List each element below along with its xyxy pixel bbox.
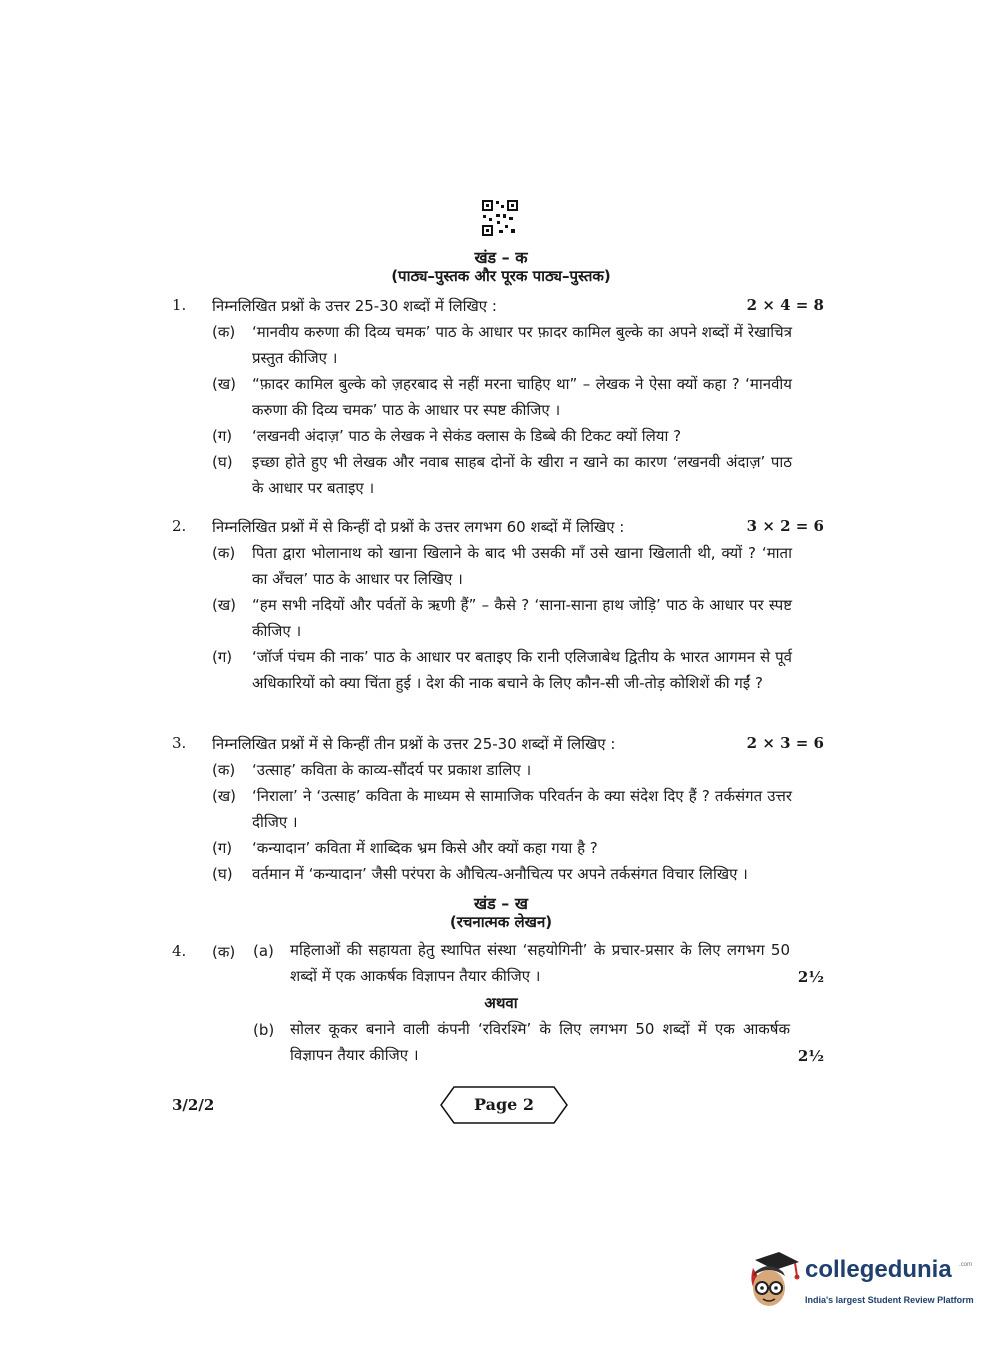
option-marks: 2½	[797, 1047, 824, 1065]
sub-question-text: वर्तमान में ‘कन्यादान’ जैसी परंपरा के औचित्य-अनौचित्य पर अपने तर्कसंगत विचार लिखिए ।	[252, 865, 748, 883]
sub-question-label: (क)	[212, 544, 236, 562]
collegedunia-logo	[745, 1250, 975, 1320]
section-b-title: खंड – ख	[474, 894, 528, 913]
sub-question-text: पिता द्वारा भोलानाथ को खाना खिलाने के बाद भी उसकी माँ उसे खाना खिलाती थी, क्यों ? ‘माता का अँचल’ पाठ के आधार पर लिखिए ।	[252, 544, 792, 588]
sub-question-text: इच्छा होते हुए भी लेखक और नवाब साहब दोनों के खीरा न खाने का कारण ‘लखनवी अंदाज़’ पाठ के आधार पर बताइए ।	[252, 453, 792, 497]
question-text: निम्नलिखित प्रश्नों में से किन्हीं तीन प्रश्नों के उत्तर 25-30 शब्दों में लिखिए :	[212, 735, 616, 753]
sub-question	[212, 423, 792, 449]
sub-question	[212, 861, 792, 887]
sub-question-label: (ख)	[212, 787, 236, 805]
page-number-badge	[440, 1086, 568, 1124]
sub-question-label: (ख)	[212, 375, 236, 393]
sub-question-text: “फ़ादर कामिल बुल्के को ज़हरबाद से नहीं मरना चाहिए था” – लेखक ने ऐसा क्यों कहा ? ‘मानवीय करुणा की दिव्य चमक’ पाठ के आधार पर स्पष्ट कीजिए ।	[252, 375, 792, 419]
sub-question-label: (ख)	[212, 596, 236, 614]
option-marks: 2½	[797, 968, 824, 986]
option-label: (b)	[253, 1021, 275, 1039]
option-text: महिलाओं की सहायता हेतु स्थापित संस्था ‘सहयोगिनी’ के प्रचार-प्रसार के लिए लगभग 50 शब्दों में एक आकर्षक विज्ञापन तैयार कीजिए ।	[290, 941, 790, 985]
sub-question	[212, 835, 792, 861]
sub-question-text: ‘उत्साह’ कविता के काव्य-सौंदर्य पर प्रकाश डालिए ।	[252, 761, 532, 779]
sub-question-label: (ग)	[212, 427, 233, 445]
sub-question-text: ‘कन्यादान’ कविता में शाब्दिक भ्रम किसे और क्यों कहा गया है ?	[252, 839, 598, 857]
sub-question	[212, 592, 792, 644]
sub-question	[212, 319, 792, 371]
sub-question-label: (ग)	[212, 648, 233, 666]
sub-question-text: ‘लखनवी अंदाज़’ पाठ के लेखक ने सेकंड क्लास के डिब्बे की टिकट क्यों लिया ?	[252, 427, 682, 445]
sub-question-text: ‘जॉर्ज पंचम की नाक’ पाठ के आधार पर बताइए कि रानी एलिजाबेथ द्वितीय के भारत आगमन से पूर्व अधिकारियों को क्या चिंता हुई । देश की नाक बचाने के लिए कौन-सी जी-तोड़ कोशिशें की गईं ?	[252, 648, 792, 692]
question-marks: 3 × 2 = 6	[746, 517, 824, 535]
sub-question-text: ‘निराला’ ने ‘उत्साह’ कविता के माध्यम से सामाजिक परिवर्तन के क्या संदेश दिए हैं ? तर्कसंगत उत्तर दीजिए ।	[252, 787, 792, 831]
sub-question	[212, 371, 792, 423]
section-a-subtitle: (पाठ्य–पुस्तक और पूरक पाठ्य–पुस्तक)	[391, 267, 611, 285]
paper-code: 3/2/2	[172, 1096, 215, 1114]
sub-question	[212, 644, 792, 696]
or-divider: अथवा	[484, 994, 518, 1012]
sub-question-label: (क)	[212, 943, 236, 961]
option-label: (a)	[253, 942, 274, 960]
sub-question-text: ‘मानवीय करुणा की दिव्य चमक’ पाठ के आधार पर फ़ादर कामिल बुल्के का अपने शब्दों में रेखाचित्र प्रस्तुत कीजिए ।	[252, 323, 792, 367]
sub-question-label: (ग)	[212, 839, 233, 857]
brand-name: collegedunia	[805, 1256, 952, 1283]
brand-tagline: India's largest Student Review Platform	[805, 1295, 974, 1305]
sub-question	[212, 449, 792, 501]
question-number: 3.	[172, 734, 187, 752]
question-number: 2.	[172, 517, 187, 535]
option-text: सोलर कूकर बनाने वाली कंपनी ‘रविरश्मि’ के लिए लगभग 50 शब्दों में एक आकर्षक विज्ञापन तैयार कीजिए ।	[290, 1020, 790, 1064]
sub-question	[212, 540, 792, 592]
sub-question-label: (घ)	[212, 865, 233, 883]
sub-question-text: “हम सभी नदियों और पर्वतों के ऋणी हैं” – कैसे ? ‘साना-साना हाथ जोड़ि’ पाठ के आधार पर स्पष्ट कीजिए ।	[252, 596, 792, 640]
brand-domain: .com	[959, 1262, 973, 1268]
sub-question	[212, 783, 792, 835]
question-text: निम्नलिखित प्रश्नों में से किन्हीं दो प्रश्नों के उत्तर लगभग 60 शब्दों में लिखिए :	[212, 518, 625, 536]
sub-question-label: (घ)	[212, 453, 233, 471]
question-marks: 2 × 4 = 8	[746, 296, 824, 314]
question-text: निम्नलिखित प्रश्नों के उत्तर 25-30 शब्दों में लिखिए :	[212, 297, 497, 315]
mascot-icon	[745, 1250, 803, 1314]
sub-question-label: (क)	[212, 323, 236, 341]
page-number: Page 2	[473, 1095, 535, 1114]
question-marks: 2 × 3 = 6	[746, 734, 824, 752]
question-number: 4.	[172, 942, 187, 960]
qr-code-icon	[481, 199, 519, 237]
sub-question	[212, 757, 792, 783]
question-number: 1.	[172, 296, 187, 314]
section-a-title: खंड – क	[474, 248, 528, 267]
section-b-subtitle: (रचनात्मक लेखन)	[449, 913, 553, 931]
sub-question-label: (क)	[212, 761, 236, 779]
